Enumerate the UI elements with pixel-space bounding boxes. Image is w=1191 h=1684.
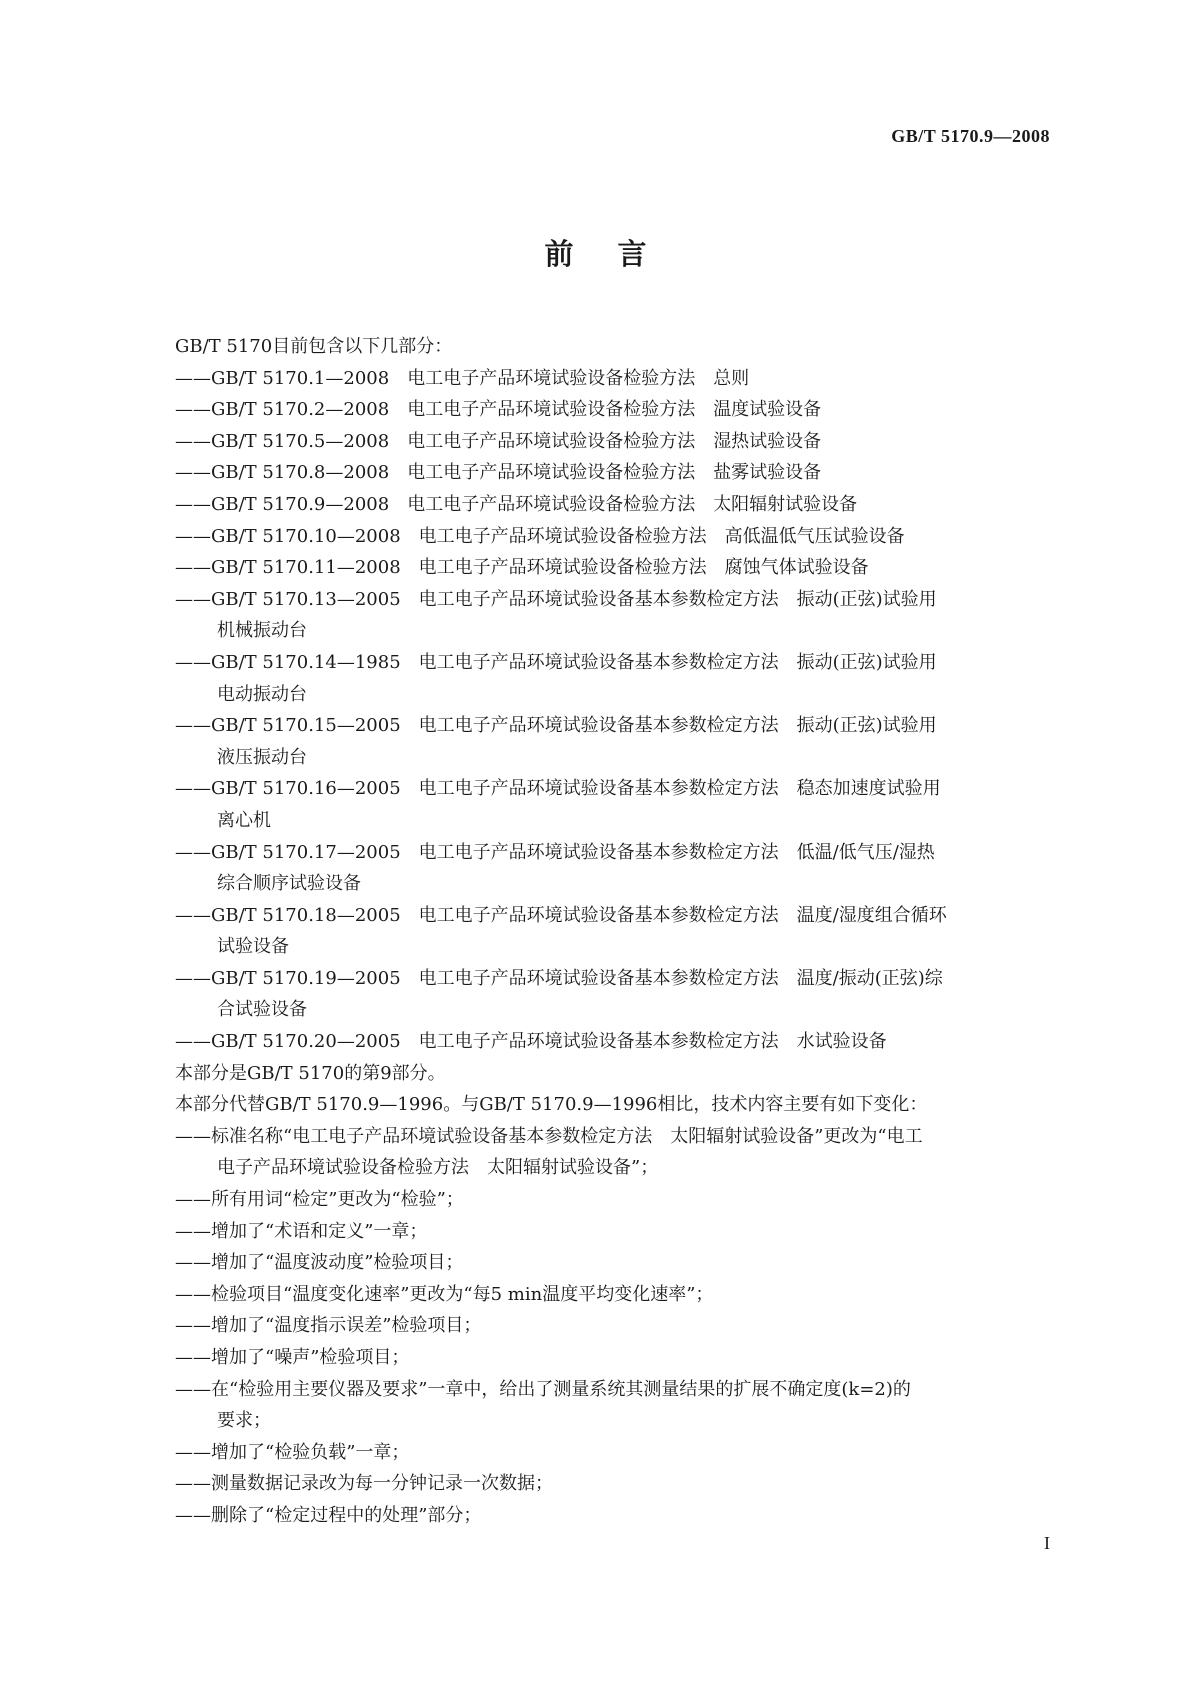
text-line: 本部分是GB/T 5170的第9部分。 <box>175 1062 446 1084</box>
page-number: I <box>1044 1533 1050 1553</box>
text-line-continuation: 电动振动台 <box>217 683 307 705</box>
text-line: ——增加了“检验负载”一章； <box>175 1441 410 1463</box>
text-line: ——增加了“温度指示误差”检验项目； <box>175 1315 482 1337</box>
text-line: ——GB/T 5170.20—2005 电工电子产品环境试验设备基本参数检定方法 水试验设备 <box>175 1031 887 1053</box>
text-line: ——增加了“噪声”检验项目； <box>175 1347 410 1368</box>
text-line: 本部分代替GB/T 5170.9—1996。与GB/T 5170.9—1996相比，技术内容主要有如下变化： <box>175 1094 928 1116</box>
text-line: ——GB/T 5170.9—2008 电工电子产品环境试验设备检验方法 太阳辐射试验设备 <box>175 493 858 515</box>
text-line-continuation: 离心机 <box>217 809 271 831</box>
text-line: ——所有用词“检定”更改为“检验”； <box>175 1189 464 1211</box>
text-line-continuation: 试验设备 <box>217 936 289 958</box>
text-line: ——GB/T 5170.18—2005 电工电子产品环境试验设备基本参数检定方法 温度/湿度组合循环 <box>175 904 947 926</box>
text-line-continuation: 液压振动台 <box>217 746 307 768</box>
text-line: ——GB/T 5170.11—2008 电工电子产品环境试验设备检验方法 腐蚀气体试验设备 <box>175 557 869 579</box>
text-line: ——GB/T 5170.1—2008 电工电子产品环境试验设备检验方法 总则 <box>175 367 750 389</box>
text-line: ——GB/T 5170.16—2005 电工电子产品环境试验设备基本参数检定方法 稳态加速度试验用 <box>175 778 941 800</box>
text-line-continuation: 合试验设备 <box>217 999 307 1021</box>
text-line: ——标准名称“电工电子产品环境试验设备基本参数检定方法 太阳辐射试验设备”更改为“电工 <box>175 1125 923 1147</box>
text-line: ——增加了“术语和定义”一章； <box>175 1220 428 1242</box>
text-line: ——增加了“温度波动度”检验项目； <box>175 1252 464 1274</box>
text-line-continuation: 要求； <box>217 1410 271 1432</box>
text-line-continuation: 综合顺序试验设备 <box>217 873 361 895</box>
text-line-continuation: 电子产品环境试验设备检验方法 太阳辐射试验设备”； <box>217 1157 659 1179</box>
text-line: ——GB/T 5170.15—2005 电工电子产品环境试验设备基本参数检定方法 振动(正弦)试验用 <box>175 715 937 737</box>
text-line-continuation: 机械振动台 <box>217 620 307 642</box>
text-line: ——GB/T 5170.19—2005 电工电子产品环境试验设备基本参数检定方法 温度/振动(正弦)综 <box>175 967 943 989</box>
text-line: ——GB/T 5170.13—2005 电工电子产品环境试验设备基本参数检定方法 振动(正弦)试验用 <box>175 588 937 610</box>
text-line: ——在“检验用主要仪器及要求”一章中，给出了测量系统其测量结果的扩展不确定度(k=2)的 <box>175 1378 911 1400</box>
text-line: ——GB/T 5170.5—2008 电工电子产品环境试验设备检验方法 湿热试验设备 <box>175 430 822 452</box>
foreword-body <box>175 331 1050 1532</box>
page-heading: 前言 <box>544 237 691 271</box>
text-line: ——测量数据记录改为每一分钟记录一次数据； <box>175 1473 553 1495</box>
text-line: ——检验项目“温度变化速率”更改为“每5 min温度平均变化速率”； <box>175 1283 714 1305</box>
standard-number: GB/T 5170.9—2008 <box>891 126 1050 146</box>
text-line: ——GB/T 5170.10—2008 电工电子产品环境试验设备检验方法 高低温低气压试验设备 <box>175 525 905 547</box>
text-line: ——GB/T 5170.14—1985 电工电子产品环境试验设备基本参数检定方法 振动(正弦)试验用 <box>175 651 937 673</box>
text-line: ——GB/T 5170.17—2005 电工电子产品环境试验设备基本参数检定方法 低温/低气压/湿热 <box>175 841 935 863</box>
text-line: ——GB/T 5170.2—2008 电工电子产品环境试验设备检验方法 温度试验设备 <box>175 399 822 421</box>
text-line: ——GB/T 5170.8—2008 电工电子产品环境试验设备检验方法 盐雾试验设备 <box>175 462 822 484</box>
text-line: GB/T 5170目前包含以下几部分： <box>175 336 453 357</box>
text-line: ——删除了“检定过程中的处理”部分； <box>175 1504 482 1526</box>
